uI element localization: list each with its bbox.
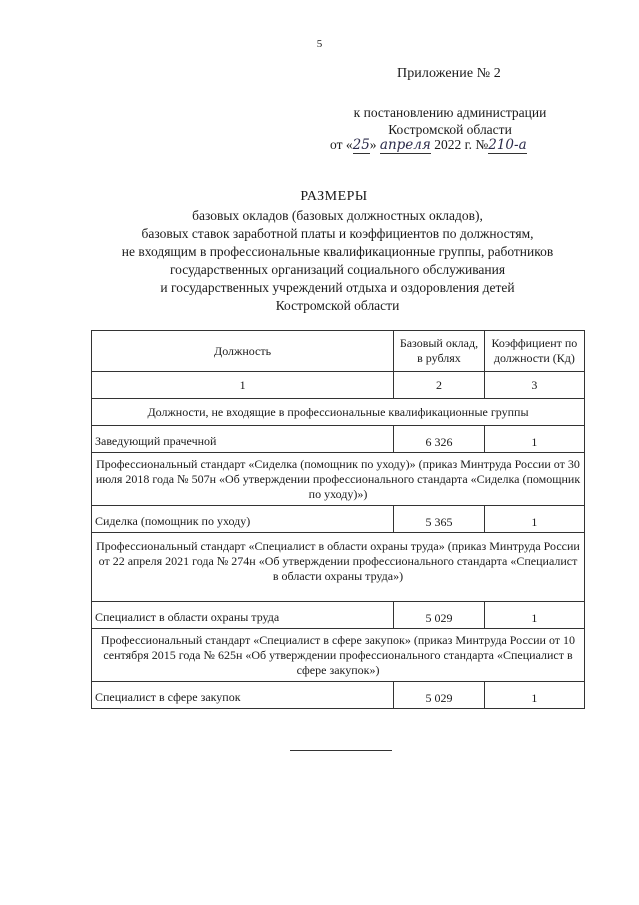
- resolution-date-line: [330, 137, 620, 153]
- salary-cell: 5 029: [394, 602, 485, 629]
- standard-cell: Профессиональный стандарт «Специалист в области охраны труда» (приказ Минтруда России от 22 апреля 2021 года № 274н «Об утверждении профессионального стандарта «Специалист в области охраны труда»): [92, 533, 585, 602]
- position-cell: Заведующий прачечной: [92, 426, 394, 453]
- table-header-row: [92, 331, 585, 372]
- subtitle-line-3: не входящим в профессиональные квалификационные группы, работников: [121, 244, 554, 259]
- table-row: [92, 602, 585, 629]
- table-standard-row: [92, 533, 585, 602]
- table-row: [92, 426, 585, 453]
- coefficient-cell: 1: [484, 506, 584, 533]
- table-row: [92, 682, 585, 709]
- resolution-line-1: к постановлению администрации: [353, 105, 547, 120]
- standard-cell: Профессиональный стандарт «Сиделка (помощник по уходу)» (приказ Минтруда России от 30 июля 2018 года № 507н «Об утверждении профессионального стандарта «Сиделка (помощник по уходу)»): [92, 453, 585, 506]
- date-mid: »: [369, 137, 377, 152]
- page-number: 5: [316, 38, 323, 50]
- date-prefix: от «: [330, 137, 353, 152]
- date-day-handwritten: 25: [352, 137, 370, 153]
- coefficient-cell: 1: [484, 602, 584, 629]
- date-year: 2022 г. №: [434, 137, 489, 152]
- header-position: Должность: [92, 331, 394, 372]
- salary-cell: 5 365: [394, 506, 485, 533]
- salary-cell: 5 029: [394, 682, 485, 709]
- subtitle-line-1: базовых окладов (базовых должностных окладов),: [192, 208, 483, 223]
- header-coefficient: Коэффициент по должности (Кд): [484, 331, 584, 372]
- table-column-numbers-row: [92, 372, 585, 399]
- table-standard-row: [92, 629, 585, 682]
- column-number-2: 2: [394, 372, 485, 399]
- document-number-handwritten: 210-а: [488, 137, 527, 153]
- column-number-1: 1: [92, 372, 394, 399]
- position-cell: Специалист в области охраны труда: [92, 602, 394, 629]
- subtitle-line-2: базовых ставок заработной платы и коэффициентов по должностям,: [141, 226, 534, 241]
- salary-cell: 6 326: [394, 426, 485, 453]
- subtitle-line-6: Костромской области: [275, 298, 400, 313]
- column-number-3: 3: [484, 372, 584, 399]
- document-subtitle: [90, 207, 585, 315]
- standard-cell: Профессиональный стандарт «Специалист в сфере закупок» (приказ Минтруда России от 10 сентября 2015 года № 625н «Об утверждении профессионального стандарта «Специалист в сфере закупок»): [92, 629, 585, 682]
- position-cell: Сиделка (помощник по уходу): [92, 506, 394, 533]
- table-section-row: [92, 399, 585, 426]
- section-title: Должности, не входящие в профессиональные квалификационные группы: [92, 399, 585, 426]
- date-month-handwritten: апреля: [379, 137, 431, 153]
- salary-table-wrapper: [91, 330, 585, 709]
- closing-divider-line: [290, 750, 392, 751]
- coefficient-cell: 1: [484, 426, 584, 453]
- resolution-line-2: Костромской области: [388, 122, 512, 137]
- subtitle-line-5: и государственных учреждений отдыха и оздоровления детей: [160, 280, 515, 295]
- position-cell: Специалист в сфере закупок: [92, 682, 394, 709]
- document-heading: РАЗМЕРЫ: [300, 189, 368, 204]
- salary-table: [91, 330, 585, 709]
- appendix-title: Приложение № 2: [397, 66, 501, 81]
- table-row: [92, 506, 585, 533]
- subtitle-line-4: государственных организаций социального обслуживания: [169, 262, 506, 277]
- resolution-block: [330, 104, 570, 138]
- header-salary: Базовый оклад, в рублях: [394, 331, 485, 372]
- table-standard-row: [92, 453, 585, 506]
- coefficient-cell: 1: [484, 682, 584, 709]
